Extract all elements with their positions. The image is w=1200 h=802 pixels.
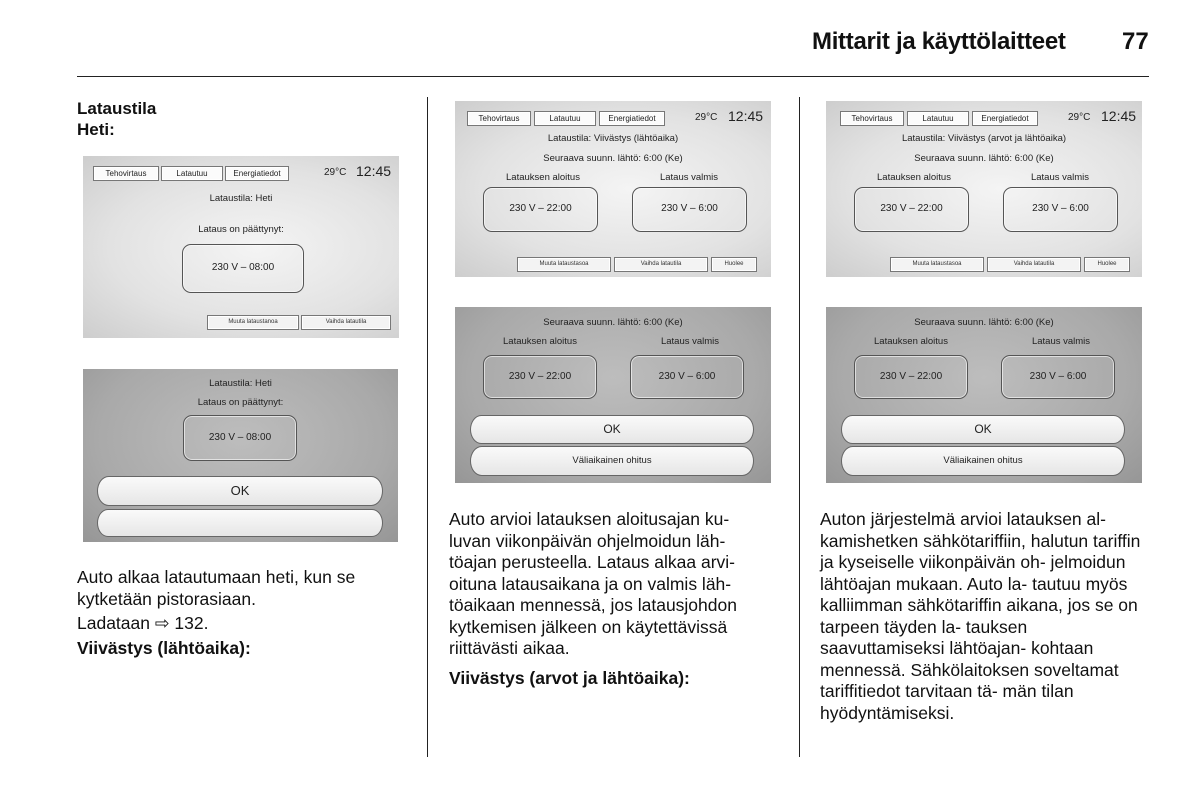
screenshot-charge-complete-popup [83,369,398,542]
cross-reference: Ladataan ⇨ 132. [77,613,209,633]
tab-power-flow: Tehovirtaus [840,111,904,126]
subheading: Viivästys (arvot ja lähtöaika): [449,667,690,688]
extra-button: Huolee [711,257,757,272]
body-text-col2 [449,509,764,689]
charge-start-label: Latauksen aloitus [506,172,580,183]
change-charge-mode-button: Vaihda latautila [614,257,708,272]
tab-energy-info: Energiatiedot [972,111,1038,126]
change-charge-mode-button: Vaihda latautila [987,257,1081,272]
page-number: 77 [1122,28,1149,55]
charge-mode-label: Lataustila: Heti [209,193,273,204]
ok-button: OK [97,476,383,506]
screenshot-delayed-departure [455,101,771,277]
temperature: 29°C [1068,112,1091,123]
charge-start-label: Latauksen aloitus [874,336,948,347]
next-departure-label: Seuraava suunn. lähtö: 6:00 (Ke) [914,153,1054,164]
charge-status-label: Lataus on päättynyt: [197,397,284,408]
charge-mode-label: Lataustila: Viivästys (lähtöaika) [547,133,679,144]
heading-line-1: Lataustila [77,99,157,118]
paragraph: Auto alkaa latautumaan heti, kun se kytketään pistorasiaan. [77,567,356,609]
change-charge-level-button: Muuta lataustasoa [890,257,984,272]
body-text-col1 [77,567,412,659]
temperature: 29°C [695,112,718,123]
tab-energy-info: Energiatiedot [225,166,289,181]
screenshot-charge-mode-immediate [83,156,399,338]
clock: 12:45 [356,163,392,179]
charge-end-value-box: 230 V – 6:00 [632,187,747,232]
charge-start-value-box: 230 V – 22:00 [483,187,598,232]
column-divider-2 [799,97,800,757]
column-divider-1 [427,97,428,757]
charge-start-value-box: 230 V – 22:00 [483,355,597,399]
charge-end-label: Lataus valmis [659,172,719,183]
charge-end-value-box: 230 V – 6:00 [1001,355,1115,399]
change-charge-level-button: Muuta lataustanoa [207,315,299,330]
charge-start-label: Latauksen aloitus [503,336,577,347]
temporary-override-button: Väliaikainen ohitus [470,446,754,476]
screenshot-delayed-departure-popup [455,307,771,483]
tab-charging: Latautuu [161,166,223,181]
change-charge-mode-button: Vaihda latautila [301,315,391,330]
temporary-override-button: Väliaikainen ohitus [841,446,1125,476]
clock: 12:45 [728,108,764,124]
paragraph: Auto arvioi latauksen aloitusajan ku- luvan viikonpäivän ohjelmoidun läh- töajan perusteella. Lataus alkaa arvi- oituna latausaikana ja on valmis läh- töaikaan mennessä, jos latausjohdon kytkemisen jälkeen on käytettävissä riittävästi aikaa. [449,509,737,658]
charge-start-value-box: 230 V – 22:00 [854,355,968,399]
paragraph: Auton järjestelmä arvioi latauksen al- kamishetken sähkötariffiin, halutun tariffin ja kyseiselle viikonpäivän oh- jelmoidun lähtöajan mukaan. Auto la- tautuu myös kalliimman sähkötariffin aikana, jos se on tarpeen täyden la- tauksen saavuttamiseksi lähtöajan- kohtaan mennessä. Sähkölaitoksen soveltamat tariffitiedot tarvitaan tä- män tilan hyödyntämiseksi. [820,509,1141,723]
subheading: Viivästys (lähtöaika): [77,637,251,658]
tab-power-flow: Tehovirtaus [93,166,159,181]
screenshot-delayed-rate-departure-popup [826,307,1142,483]
charge-status-label: Lataus on päättynyt: [198,224,284,235]
section-heading [77,98,156,140]
charge-end-label: Lataus valmis [1031,336,1091,347]
charge-end-value-box: 230 V – 6:00 [630,355,744,399]
next-departure-label: Seuraava suunn. lähtö: 6:00 (Ke) [543,317,683,328]
charge-mode-label: Lataustila: Heti [209,378,272,389]
charge-end-label: Lataus valmis [660,336,720,347]
temperature: 29°C [324,167,347,178]
charge-end-value-box: 230 V – 6:00 [1003,187,1118,232]
charge-start-value-box: 230 V – 22:00 [854,187,969,232]
clock: 12:45 [1101,108,1137,124]
charge-end-label: Lataus valmis [1030,172,1090,183]
ok-button: OK [470,415,754,444]
page-header-title: Mittarit ja käyttölaitteet [812,28,1066,55]
extra-button: Huolee [1084,257,1130,272]
heading-line-2: Heti: [77,120,115,139]
ok-button: OK [841,415,1125,444]
header-divider [77,76,1149,77]
next-departure-label: Seuraava suunn. lähtö: 6:00 (Ke) [543,153,683,164]
charge-value-box: 230 V – 08:00 [182,244,304,293]
charge-mode-label: Lataustila: Viivästys (arvot ja lähtöaika) [901,133,1067,144]
screenshot-delayed-rate-departure [826,101,1142,277]
tab-power-flow: Tehovirtaus [467,111,531,126]
tab-energy-info: Energiatiedot [599,111,665,126]
body-text-col3 [820,509,1150,724]
next-departure-label: Seuraava suunn. lähtö: 6:00 (Ke) [914,317,1054,328]
charge-start-label: Latauksen aloitus [877,172,951,183]
tab-charging: Latautuu [907,111,969,126]
tab-charging: Latautuu [534,111,596,126]
change-charge-level-button: Muuta lataustasoa [517,257,611,272]
empty-button [97,509,383,537]
charge-value-box: 230 V – 08:00 [183,415,297,461]
